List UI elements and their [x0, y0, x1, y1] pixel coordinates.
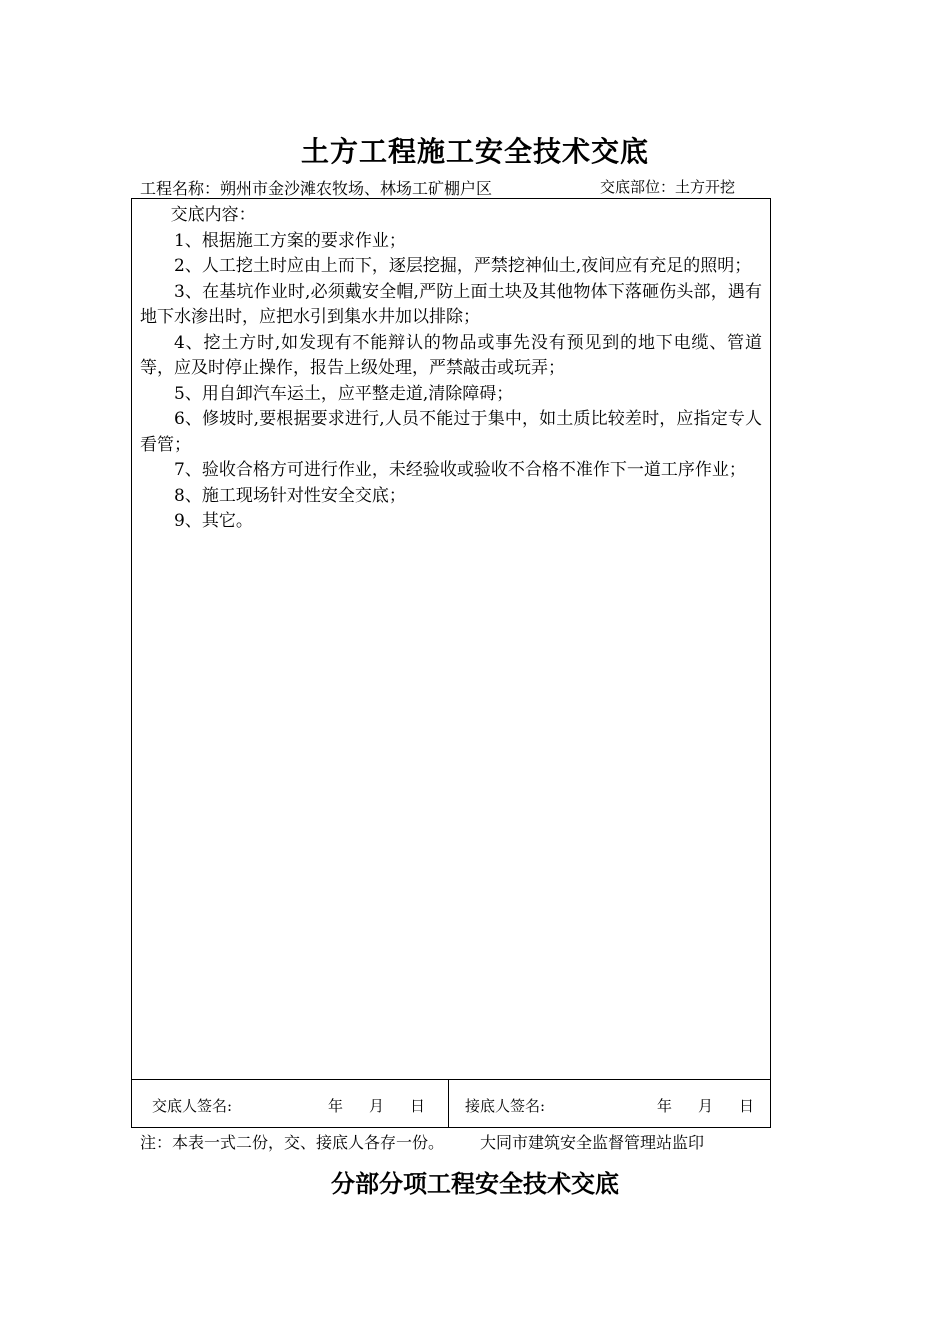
month-label: 月	[369, 1097, 385, 1115]
giver-signature-cell[interactable]	[132, 1080, 449, 1128]
footer-note-row	[140, 1130, 704, 1153]
content-heading: 交底内容：	[170, 205, 256, 225]
project-name: 工程名称：朔州市金沙滩农牧场、林场工矿棚户区	[140, 179, 493, 198]
year-label: 年	[657, 1097, 673, 1115]
year-label: 年	[328, 1097, 344, 1115]
project-meta-row	[140, 176, 780, 200]
day-label: 日	[739, 1097, 755, 1115]
giver-signature-label: 交底人签名:	[152, 1097, 233, 1115]
footer-note: 注：本表一式二份，交、接底人各存一份。	[140, 1133, 445, 1152]
content-item: 9、其它。	[174, 511, 253, 531]
signature-row	[132, 1079, 770, 1128]
giver-signature-date	[328, 1095, 425, 1116]
receiver-signature-label: 接底人签名:	[465, 1097, 546, 1115]
content-item: 8、施工现场针对性安全交底；	[174, 485, 406, 506]
disclosure-content	[140, 203, 762, 535]
content-item: 6、修坡时,要根据要求进行,人员不能过于集中，如土质比较差时，应指定专人看管；	[140, 409, 762, 455]
content-item: 5、用自卸汽车运土，应平整走道,清除障碍；	[174, 383, 514, 404]
issuer-stamp-text: 大同市建筑安全监督管理站监印	[480, 1133, 705, 1152]
content-item: 1、根据施工方案的要求作业；	[174, 230, 406, 251]
content-item: 2、人工挖土时应由上而下，逐层挖掘，严禁挖神仙土,夜间应有充足的照明；	[174, 256, 752, 276]
content-item: 7、验收合格方可进行作业，未经验收或验收不合格不准作下一道工序作业；	[174, 460, 746, 480]
disclosure-location: 交底部位：土方开挖	[600, 178, 736, 196]
content-item: 4、挖土方时,如发现有不能辩认的物品或事先没有预见到的地下电缆、管道等，应及时停止操作，报告上级处理，严禁敲击或玩弄；	[140, 332, 762, 378]
day-label: 日	[410, 1097, 426, 1115]
receiver-signature-date	[657, 1095, 754, 1116]
disclosure-table	[131, 198, 771, 1128]
content-item: 3、在基坑作业时,必须戴安全帽,严防上面土块及其他物体下落砸伤头部，遇有地下水渗出时，应把水引到集水井加以排除；	[140, 281, 762, 327]
next-document-title: 分部分项工程安全技术交底	[331, 1169, 619, 1198]
month-label: 月	[698, 1097, 714, 1115]
receiver-signature-cell[interactable]	[449, 1080, 770, 1128]
document-title: 土方工程施工安全技术交底	[300, 135, 649, 168]
